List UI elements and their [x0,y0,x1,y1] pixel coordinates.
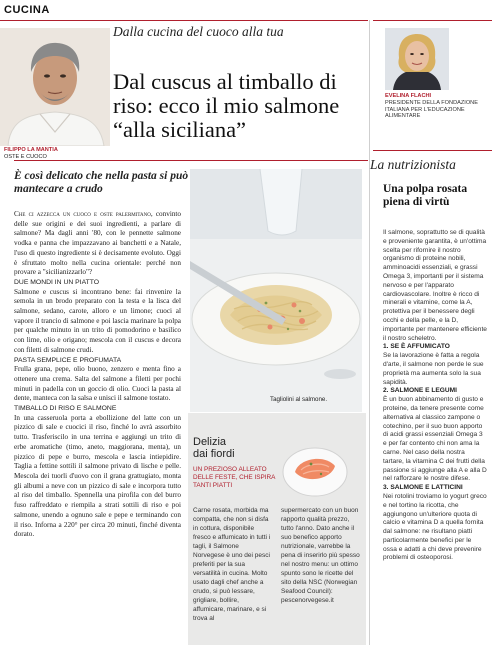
chef-role: OSTE E CUOCO [4,154,47,160]
sidebar-section-title: La nutrizionista [370,157,456,172]
sidebar-subheading: 3. SALMONE E LATTICINI [383,484,463,492]
section-tag: CUCINA [4,4,50,16]
sidebar-subheading: 1. SE È AFFUMICATO [383,343,450,351]
sidebar-paragraph: È un buon abbinamento di gusto e proteine, da tenere presente come alternativa al classico zampone o cotechino, per il suo buon apporto di acidi grassi essenziali Omega 3 e per far contento chi non ama la carne. Nel caso della nostra tartare, la vitamina C dei frutti della passione si aggiunge alla A e alla D nel rafforzare le nostre difese. [383,396,487,483]
pasta-photo [190,169,362,412]
article-paragraph: Salmone e cuscus si incontrano bene: fai rinvenire la semola in un brodo preparato con la testa e la lisca del salmone, sedano, carote, alloro e un limone; cuoci al vapore il trancio di salmone e poi lascia marinare la polpa per qualche minuto in un trito di pomodorino e basilico con lime, olio e origano; mescola con il cuscus e decora con filetti di salmone crudi. [14,287,181,354]
sidebar-paragraph: Il salmone, soprattutto se di qualità e proveniente garantita, è un'ottima scelta per rifornire il nostro organismo di proteine nobili, amminoacidi essenziali, e grassi Omega 3, importanti per il sistema nervoso e per l'apparato cardiovascolare. Inoltre è ricco di minerali e vitamine, come la A, protettiva per il benessere degli occhi e della pelle, e la D, importante per mantenere efficiente il nostro scheletro. [383,229,487,342]
box-title [193,436,235,460]
box-kicker: UN PREZIOSO ALLEATO DELLE FESTE, CHE ISPIRA TANTI PIATTI [193,466,276,490]
article-paragraph [14,210,181,278]
sidebar-body [383,229,487,563]
box-text-column: supermercato con un buon rapporto qualità prezzo, tutto l'anno. Dato anche il suo benefico apporto nutrizionale, varrebbe la pena di inserirlo più spesso nel nostro menu: un ottimo spunto sono le ricette del sito della NSC (Norwegian Seafood Council): pescenorvegese.it [281,507,360,604]
box-text-column: Carne rosata, morbida ma compatta, che non si disfa in cottura, disponibile fresco e affumicato in tutti i tagli, il Salmone Norvegese è uno dei pesci preferiti per la sua versatilità in cucina. Molto usato dagli chef anche a crudo, si può lessare, grigliare, bollire, affumicare, marinare, e si trova al [193,507,271,622]
chef-name: FILIPPO LA MANTIA [4,147,58,153]
sidebar-subheading: 2. SALMONE E LEGUMI [383,387,458,395]
box-title-line: dai fiordi [193,448,235,460]
nutritionist-name: EVELINA FLACHI [385,93,432,99]
photo-caption: Tagliolini al salmone. [270,396,328,403]
nutritionist-photo [385,28,449,90]
kicker: Dalla cucina del cuoco alla tua [113,24,284,39]
sidebar-title: Una polpa rosata piena di virtù [383,183,468,208]
nutritionist-credit [385,93,481,120]
subhead: È così delicato che nella pasta si può mantecare a crudo [14,170,189,195]
paragraph-text: convinto delle sue origini e dei suoi ingredienti, a parlare di salmone? Ma dagli anni '80, con le pennette salmone vodka e panna che impazzavano ai banchetti e a Natale, l'uso di questo ingrediente si è decisamente evoluto. Oggi è sfruttato molto nella cucina orientale: perché non provare a "sicilianizzarlo"? [14,210,182,277]
article-body [14,210,181,540]
article-subheading: TIMBALLO DI RISO E SALMONE [14,405,117,413]
article-paragraph: In una casseruola porta a ebollizione del latte con un pizzico di sale e cuocici il riso, finché lo avrà assorbito tutto. Trasferiscilo in una terrina e aggiungi un trito di erbe aromatiche (timo, aneto, maggiorana, menta), un pizzico di pepe e burro, mescola e lascia intiepidire. Taglia a fettine sottili il salmone privato di lische e pelle. Mescola dei tuorli d'uovo con il grana grattugiato, monta gli albumi a neve con un pizzico di sale e incorpora tutto al riso del timballo. Spennella una pirofila con del burro fuso raffreddato e riempila a strati sottili di riso e poi salmone, unendo a ognuno sale e pepe e terminando con il riso. Inforna a 220° per circa 20 minuti, finché diventa dorato. [14,413,181,539]
article-subheading: PASTA SEMPLICE E PROFUMATA [14,356,122,364]
lead-caps: Che ci azzecca un cuoco e oste palermitano, [14,210,153,218]
chef-photo [0,28,110,146]
headline-rule [14,160,368,161]
box-title-line: Delizia [193,436,227,448]
chef-credit [4,147,58,161]
header-rule [0,20,368,21]
sidebar-top-rule [373,20,492,21]
salmon-plate-image [281,434,349,502]
nutritionist-role: PRESIDENTE DELLA FONDAZIONE ITALIANA PER L'EDUCAZIONE ALIMENTARE [385,99,478,120]
headline: Dal cuscus al timballo di riso: ecco il mio salmone “alla siciliana” [113,69,340,142]
sidebar-rule [373,150,492,151]
sidebar-paragraph: Se la lavorazione è fatta a regola d'arte, il salmone non perde le sue proprietà ma aumenta solo la sua sapidità. [383,352,484,386]
sidebar-paragraph: Nei rotolini troviamo lo yogurt greco e nel tortino la ricotta, che aggiungono un'ulteriore quota di calcio e vitamina D a quella fornita dal salmone: ne risultano piatti particolarmente benefici per le ossa e adatti a chi deve prevenire problemi di osteoporosi. [383,492,487,562]
article-subheading: DUE MONDI IN UN PIATTO [14,278,100,286]
article-paragraph: Frulla grana, pepe, olio buono, zenzero e menta fino a ottenere una crema. Salta del salmone a filetti per pochi minuti in padella con un goccio di olio. Cuoci la pasta al dente, manteca con la salsa e unisci il salmone tostato. [14,365,181,403]
